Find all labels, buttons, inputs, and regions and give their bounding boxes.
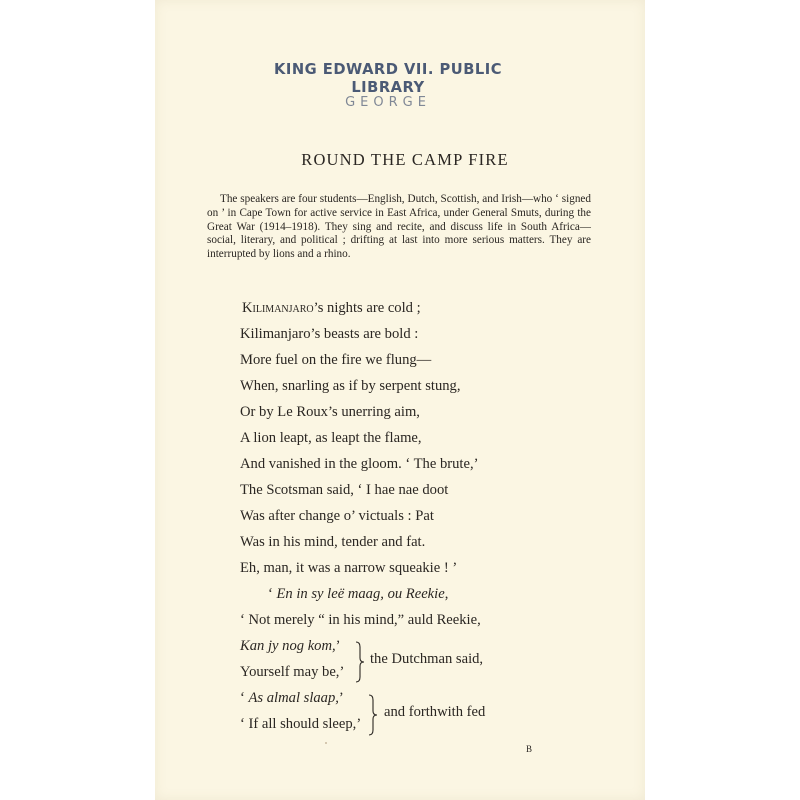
brace-annotation: and forthwith fed	[384, 704, 486, 720]
poem-line	[242, 300, 421, 317]
chapter-title: ROUND THE CAMP FIRE	[301, 150, 509, 169]
quote-close: ’	[338, 690, 344, 706]
poem-line: Or by Le Roux’s unerring aim,	[240, 404, 420, 420]
poem-line-italic: As almal slaap,	[248, 690, 339, 706]
paper-speck	[325, 742, 327, 744]
book-page	[155, 0, 645, 800]
poem-line: The Scotsman said, ‘ I hae nae doot	[240, 482, 449, 498]
poem-line: When, snarling as if by serpent stung,	[240, 378, 461, 394]
poem-line: Eh, man, it was a narrow squeakie ! ’	[240, 560, 458, 576]
poem-line: And vanished in the gloom. ‘ The brute,’	[240, 456, 479, 472]
poem-line-text: ’s nights are cold ;	[313, 300, 421, 316]
poem-line	[240, 638, 341, 655]
poem-line-italic: Kan jy nog kom,	[240, 638, 336, 654]
poem-line: ‘ If all should sleep,’	[240, 716, 362, 732]
quote-open: ‘	[240, 690, 249, 706]
quote-open: ‘	[268, 586, 277, 602]
poem-line: A lion leapt, as leapt the flame,	[240, 430, 422, 446]
poem-line: Was in his mind, tender and fat.	[240, 534, 426, 550]
signature-mark: B	[526, 744, 533, 754]
poem-line-smallcaps: Kilimanjaro	[242, 300, 314, 316]
poem-line: More fuel on the fire we flung—	[240, 352, 432, 368]
brace-icon	[368, 694, 378, 736]
poem-line	[268, 586, 448, 603]
stamp-line-2: GEORGE	[345, 95, 431, 110]
intro-paragraph: The speakers are four students—English, Dutch, Scottish, and Irish—who ‘ signed on ’ in Cape Town for active service in East Africa, under General Smuts, during the Great War (1914–1918). They sing and recite, and discuss life in South Africa—social, literary, and political ; drifting at last into more serious matters. They are interrupted by lions and a rhino.	[207, 193, 591, 261]
poem-line	[240, 690, 344, 707]
poem-line: Kilimanjaro’s beasts are bold :	[240, 326, 419, 342]
poem-line-italic: En in sy leë maag, ou Reekie	[276, 586, 445, 602]
quote-close: ’	[335, 638, 341, 654]
poem-line: Was after change o’ victuals : Pat	[240, 508, 434, 524]
poem-line: ‘ Not merely “ in his mind,” auld Reekie,	[240, 612, 481, 628]
stamp-line-1: KING EDWARD VII. PUBLIC LIBRARY	[273, 60, 502, 96]
brace-icon	[355, 641, 365, 683]
poem-line: Yourself may be,’	[240, 664, 345, 680]
library-stamp	[238, 60, 538, 110]
comma: ,	[444, 586, 449, 602]
brace-annotation: the Dutchman said,	[370, 651, 484, 667]
